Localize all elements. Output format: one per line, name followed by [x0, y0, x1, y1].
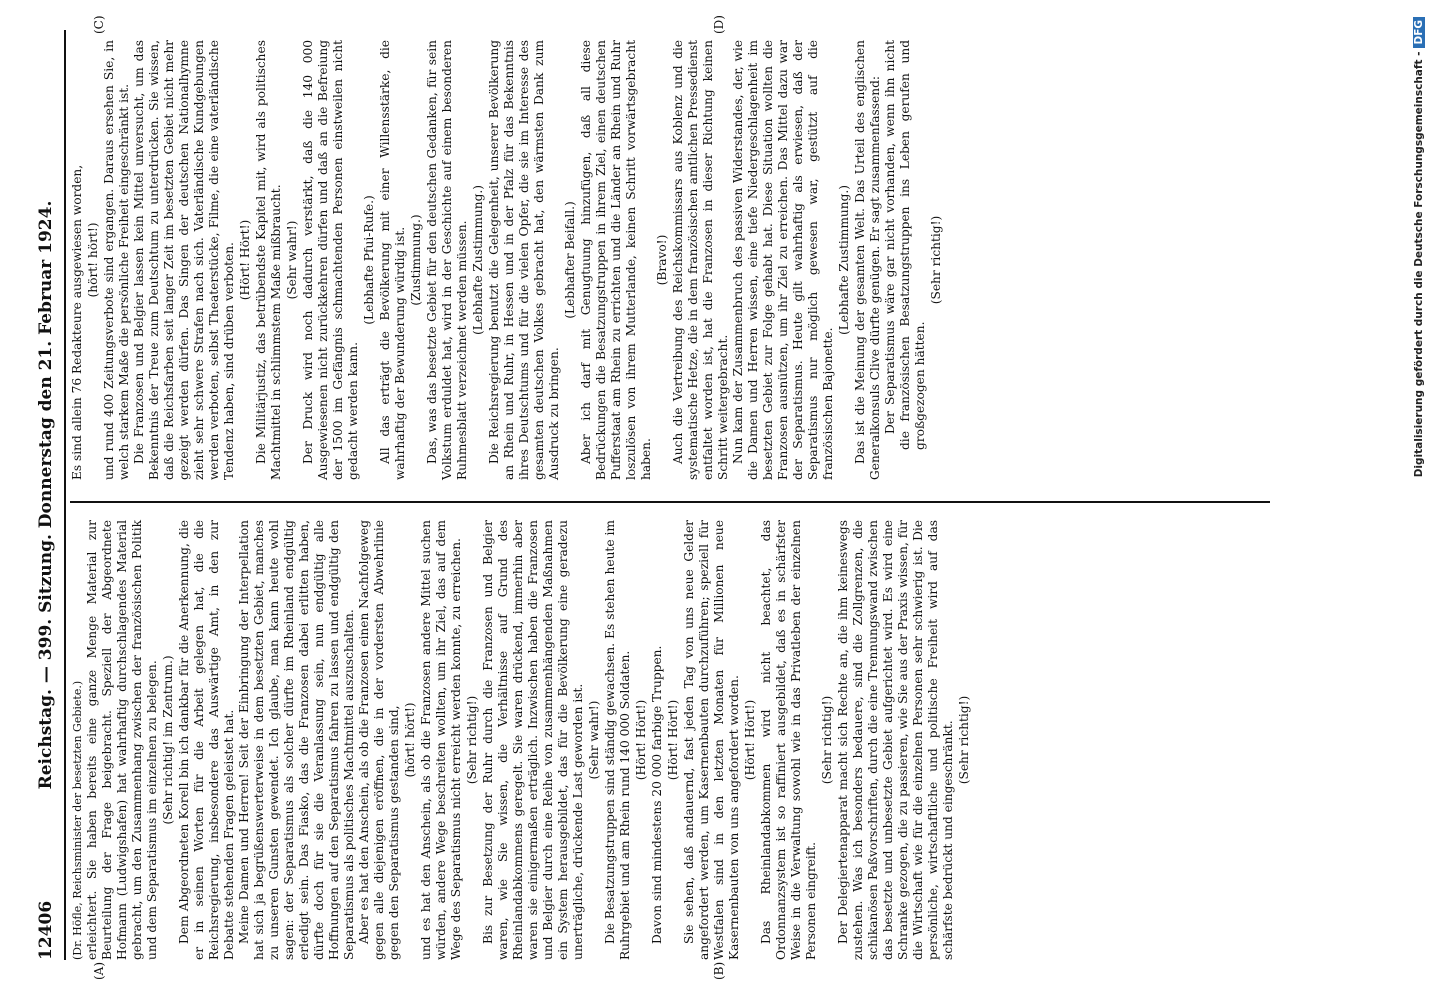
- paragraph: Die Franzosen und Belgier lassen kein Mittel unversucht, um das Bekenntnis der Treue zum Deutschtum zu unterdrücken. Sie wissen, daß die Reichsfarben seit langer Zeit im besetzten Gebiet nicht mehr gezeigt werden dürfen. Das Singen der deutschen Nationalhymne zieht sehr schwere Strafen nach sich. Vaterländische Kundgebungen werden verboten, selbst Theaterstücke, Filme, die eine vaterländische Tendenz haben, sind drüben verboten.: [132, 40, 236, 480]
- interjection: (Lebhafter Beifall.): [563, 201, 577, 319]
- paragraph: Das Rheinlandabkommen wird nicht beachtet, das Ordonnanzsystem ist so raffiniert ausgebildet, daß es in schärfster Weise in die Verwaltung sowohl wie in das Privatleben der einzelnen Personen eingreift.: [759, 520, 818, 960]
- paragraph: Die Reichsregierung benutzt die Gelegenheit, unserer Bevölkerung an Rhein und Ruhr, in Hessen und in der Pfalz für das Bekenntnis ihres Deutschtums und für die vielen Opfer, die sie im Interesse des gesamten deutschen Volkes gebracht hat, den wärmsten Dank zum Ausdruck zu bringen.: [487, 40, 561, 480]
- interjection: (Sehr wahr!): [285, 220, 299, 300]
- interjection: (Hört! Hört!): [634, 699, 648, 781]
- paragraph: Es sind allein 76 Redakteure ausgewiesen worden,: [70, 164, 84, 480]
- interjection: (Sehr richtig! im Zentrum.): [161, 655, 175, 825]
- speaker-note: (Dr. Höfle, Reichsminister der besetzten Gebiete.): [71, 680, 84, 960]
- paragraph: Aber es hat den Anschein, als ob die Franzosen einen Nachfolgeweg gegen alle diejenigen eröffnen, die in der vordersten Abwehrlinie gegen den Separatismus gestanden sind,: [357, 520, 401, 960]
- paragraph: Bis zur Besetzung der Ruhr durch die Franzosen und Belgier waren, wie Sie wissen, die Verhältnisse auf Grund des Rheinlandabkommens geregelt. Sie waren drückend, immerhin aber waren sie einigermaßen erträglich. Inzwischen haben die Franzosen und Belgier durch eine Reihe von zusammenhängenden Maßnahmen ein System herausgebildet, das für die Bevölkerung eine geradezu unerträgliche, drückende Last geworden ist.: [481, 520, 585, 960]
- margin-marker-c: (C): [92, 15, 106, 34]
- paragraph: Der Delegiertenapparat macht sich Rechte an, die ihm keineswegs zustehen. Was ich besonders bedauere, sind die Zollgrenzen, die schikanösen Paßvorschriften, durch die eine Trennungswand zwischen das besetzte und unbesetzte Gebiet aufgerichtet wird. Es wird eine Schranke gezogen, die zu passieren, wie Sie aus der Praxis wissen, für die Wirtschaft wie für die einzelnen Personen sehr schwierig ist. Die persönliche, wirtschaftliche und politische Freiheit wird auf das schärfste bedrückt und eingeschränkt.: [836, 520, 955, 960]
- digitization-footer: [1410, 20, 1424, 980]
- margin-marker-a: (A): [92, 961, 106, 980]
- interjection: (Sehr richtig!): [929, 215, 943, 305]
- interjection: (Sehr richtig!): [957, 695, 971, 785]
- paragraph: erleichtert. Sie haben bereits eine ganze Menge Material zur Beurteilung der Frage beigebracht. Speziell der Abgeordnete Hofmann (Ludwigshafen) hat wahrhaftig durchschlagendes Material gebracht, um den Zusammenhang zwischen der französischen Politik und dem Separatismus im einzelnen zu belegen.: [85, 520, 159, 960]
- paragraph: Die Militärjustiz, das betrübendste Kapitel mit, wird als politisches Machtmittel in schlimmstem Maße mißbraucht.: [254, 40, 283, 480]
- interjection: (Sehr richtig!): [820, 695, 834, 785]
- paragraph: Aber ich darf mit Genugtuung hinzufügen, daß all diese Bedrückungen die Besatzungstruppen in ihrem Ziel, einen deutschen Pufferstaat am Rhein zu errichten und die Länder an Rhein und Ruhr loszulösen von ihrem Mutterlande, keinen Schritt vorwärtsgebracht haben.: [579, 40, 653, 480]
- paragraph: Meine Damen und Herren! Seit der Einbringung der Interpellation hat sich ja begrüßenswerterweise in dem besetzten Gebiet, manches zu unseren Gunsten gewendet. Ich glaube, man kann heute wohl sagen: der Separatismus als solcher dürfte im Rheinland endgültig erledigt sein. Das Fiasko, das die Franzosen dabei erlitten haben, dürfte doch für sie die Veranlassung sein, nun endgültig alle Hoffnungen auf den Separatismus fahren zu lassen und endgültig den Separatismus als politisches Machtmittel auszuschalten.: [237, 520, 356, 960]
- interjection: (Bravo!): [655, 234, 669, 286]
- paragraph: Davon sind mindestens 20 000 farbige Truppen.: [650, 645, 664, 944]
- paragraph: Das, was das besetzte Gebiet für den deutschen Gedanken, für sein Volkstum erduldet hat, wird in der Geschichte auf einem besonderen Ruhmesblatt verzeichnet werden müssen.: [425, 40, 469, 480]
- paragraph: Auch die Vertreibung des Reichskommissars aus Koblenz und die systematische Hetze, die in dem französischen amtlichen Pressedienst entfaltet worden ist, hat die Franzosen in dieser Richtung keinen Schritt weitergebracht.: [671, 40, 730, 480]
- interjection: (Lebhafte Zustimmung.): [837, 184, 851, 336]
- paragraph: Nun kam der Zusammenbruch des passiven Widerstandes, der, wie die Damen und Herren wissen, eine tiefe Niedergeschlagenheit im besetzten Gebiet zur Folge gehabt hat. Diese Situation wollten die Franzosen ausnützen, um ihr Ziel zu erreichen. Das Mittel dazu war der Separatismus. Heute gilt wahrhaftig als erwiesen, daß der Separatismus nur möglich gewesen war, gestützt auf die französischen Bajonette.: [731, 40, 835, 480]
- margin-marker-b: (B): [712, 961, 726, 980]
- interjection: (Hört! Hört!): [238, 219, 252, 301]
- paragraph: und es hat den Anschein, als ob die Franzosen andere Mittel suchen würden, andere Wege beschreiten wollten, um ihr Ziel, das auf dem Wege des Separatismus nicht erreicht werden konnte, zu erreichen.: [419, 520, 463, 960]
- quotation: Der Separatismus wäre gar nicht vorhanden, wenn ihn nicht die französischen Besatzungstruppen ins Leben gerufen und großgezogen hätten.: [883, 40, 927, 450]
- paragraph: Der Druck wird noch dadurch verstärkt, daß die 140 000 Ausgewiesenen nicht zurückkehren dürfen und daß an die Befreiung der 1500 im Gefängnis schmachtenden Personen einstweilen nicht gedacht werden kann.: [301, 40, 360, 480]
- page-header: [30, 30, 66, 960]
- interjection: (Hört! Hört!): [743, 699, 757, 781]
- paragraph: Dem Abgeordneten Korell bin ich dankbar für die Anerkennung, die er in seinen Worten für die Arbeit gelegen hat, die die Reichsregierung, insbesondere das Auswärtige Amt, in den zur Debatte stehenden Fragen geleistet hat.: [177, 520, 236, 960]
- paragraph: und rund 400 Zeitungsverbote sind ergangen. Daraus ersehen Sie, in welch starkem Maße die persönliche Freiheit eingeschränkt ist.: [102, 40, 131, 480]
- paragraph: All das erträgt die Bevölkerung mit einer Willensstärke, die wahrhaftig der Bewunderung würdig ist.: [378, 40, 407, 480]
- dfg-credit-text: Digitalisierung gefördert durch die Deutsche Forschungsgemeinschaft -: [1413, 51, 1425, 478]
- dfg-logo: DFG: [1413, 17, 1425, 48]
- left-column: [70, 520, 1280, 960]
- right-column: [70, 40, 1280, 480]
- interjection: (Zustimmung.): [409, 214, 423, 306]
- paragraph: Das ist die Meinung der gesamten Welt. Das Urteil des englischen Generalkonsuls Clive dürfte genügen. Er sagt zusammenfassend:: [853, 40, 882, 480]
- interjection: (Lebhafte Pfui-Rufe.): [362, 195, 376, 325]
- interjection: (Sehr wahr!): [587, 700, 601, 780]
- interjection: (Lebhafte Zustimmung.): [471, 184, 485, 336]
- page-number: 12406: [36, 900, 56, 960]
- interjection: (hört! hört!): [403, 702, 417, 778]
- interjection: (hört! hört!): [86, 222, 100, 298]
- interjection: (Sehr richtig!): [465, 695, 479, 785]
- margin-marker-d: (D): [712, 15, 726, 34]
- paragraph: Die Besatzungstruppen sind ständig gewachsen. Es stehen heute im Ruhrgebiet und am Rhein rund 140 000 Soldaten.: [603, 520, 632, 960]
- running-title: Reichstag. — 399. Sitzung. Donnerstag den 21. Februar 1924.: [36, 200, 56, 790]
- column-divider: [70, 501, 1270, 503]
- interjection: (Hört! Hört!): [666, 699, 680, 781]
- paragraph: Sie sehen, daß andauernd, fast jeden Tag von uns neue Gelder angefordert werden, um Kasernenbauten durchzuführen; speziell für Westfalen sind in den letzten Monaten für Millionen neue Kasernenbauten von uns angefordert worden.: [682, 520, 741, 960]
